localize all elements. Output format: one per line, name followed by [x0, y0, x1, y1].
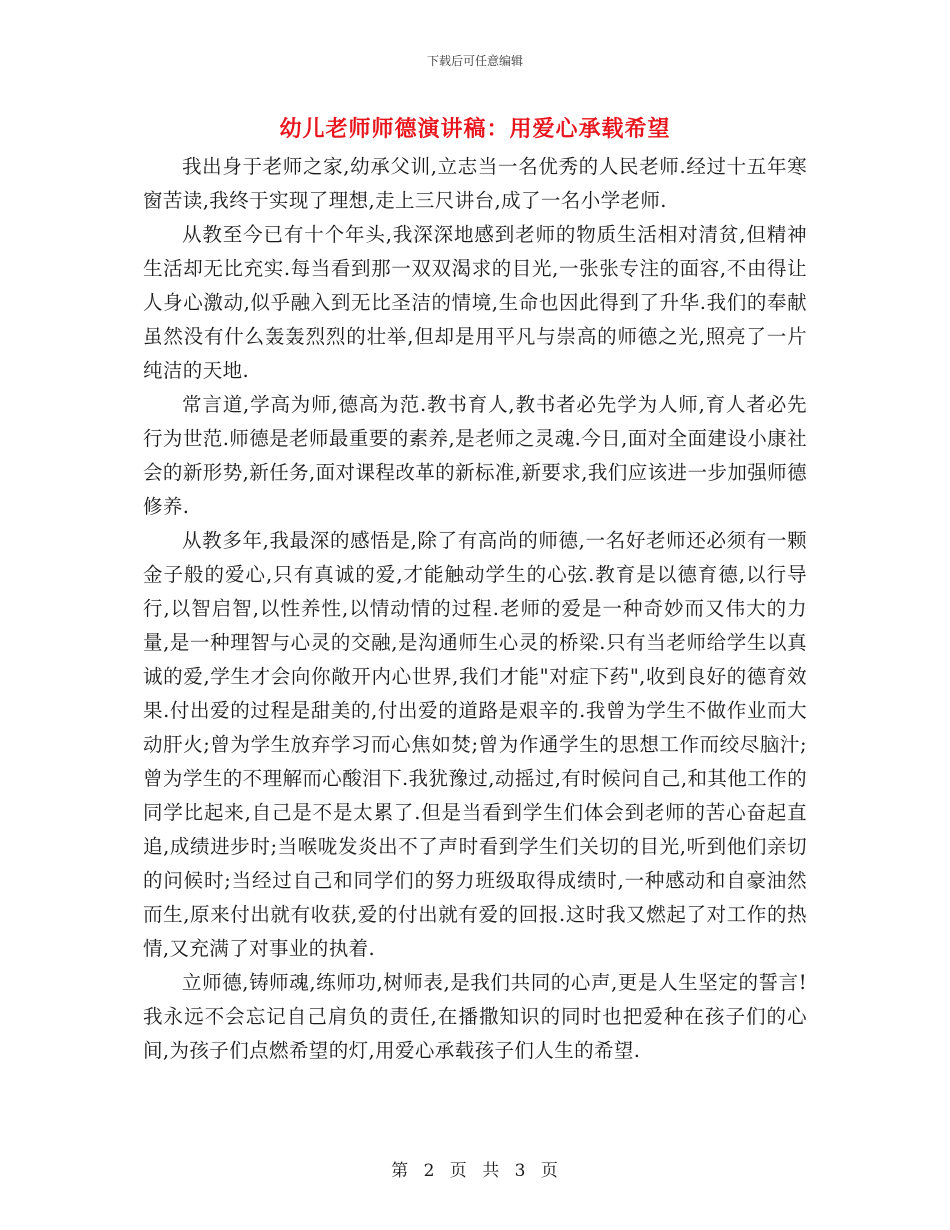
footer-current-page: 2 — [423, 1161, 436, 1181]
footer-total-pages: 3 — [514, 1161, 527, 1181]
document-body — [143, 150, 807, 1068]
footer-label-total: 共 — [482, 1161, 501, 1181]
page-header: 下载后可任意编辑 — [426, 54, 523, 68]
paragraph-3: 常言道,学高为师,德高为范.教书育人,教书者必先学为人师,育人者必先行为世范.师德是老师最重要的素养,是老师之灵魂.今日,面对全面建设小康社会的新形势,新任务,面对课程改革的新标准,新要求,我们应该进一步加强师德修养. — [143, 393, 807, 518]
paragraph-5: 立师德,铸师魂,练师功,树师表,是我们共同的心声,更是人生坚定的誓言!我永远不会忘记自己肩负的责任,在播撒知识的同时也把爱种在孩子们的心间,为孩子们点燃希望的灯,用爱心承载孩子们人生的希望. — [143, 971, 807, 1062]
page-footer — [0, 1156, 950, 1181]
paragraph-4: 从教多年,我最深的感悟是,除了有高尚的师德,一名好老师还必须有一颗金子般的爱心,只有真诚的爱,才能触动学生的心弦.教育是以德育德,以行导行,以智启智,以性养性,以情动情的过程.老师的爱是一种奇妙而又伟大的力量,是一种理智与心灵的交融,是沟通师生心灵的桥梁.只有当老师给学生以真诚的爱,学生才会向你敞开内心世界,我们才能"对症下药",收到良好的德育效果.付出爱的过程是甜美的,付出爱的道路是艰辛的.我曾为学生不做作业而大动肝火;曾为学生放弃学习而心焦如焚;曾为作通学生的思想工作而绞尽脑汁;曾为学生的不理解而心酸泪下.我犹豫过,动摇过,有时候问自己,和其他工作的同学比起来,自己是不是太累了.但是当看到学生们体会到老师的苦心奋起直追,成绩进步时;当喉咙发炎出不了声时看到学生们关切的目光,听到他们亲切的问候时;当经过自己和同学们的努力班级取得成绩时,一种感动和自豪油然而生,原来付出就有收获,爱的付出就有爱的回报.这时我又燃起了对工作的热情,又充满了对事业的执着. — [143, 529, 807, 960]
paragraph-2: 从教至今已有十个年头,我深深地感到老师的物质生活相对清贫,但精神生活却无比充实.每当看到那一双双渴求的目光,一张张专注的面容,不由得让人身心激动,似乎融入到无比圣洁的情境,生命也因此得到了升华.我们的奉献虽然没有什么轰轰烈烈的壮举,但却是用平凡与崇高的师德之光,照亮了一片纯洁的天地. — [143, 223, 807, 382]
footer-label-unit: 页 — [449, 1161, 468, 1181]
paragraph-1: 我出身于老师之家,幼承父训,立志当一名优秀的人民老师.经过十五年寒窗苦读,我终于实现了理想,走上三尺讲台,成了一名小学老师. — [143, 155, 807, 212]
footer-label-unit-end: 页 — [540, 1161, 559, 1181]
document-title: 幼儿老师师德演讲稿：用爱心承载希望 — [279, 117, 671, 142]
footer-label-page: 第 — [391, 1161, 410, 1181]
